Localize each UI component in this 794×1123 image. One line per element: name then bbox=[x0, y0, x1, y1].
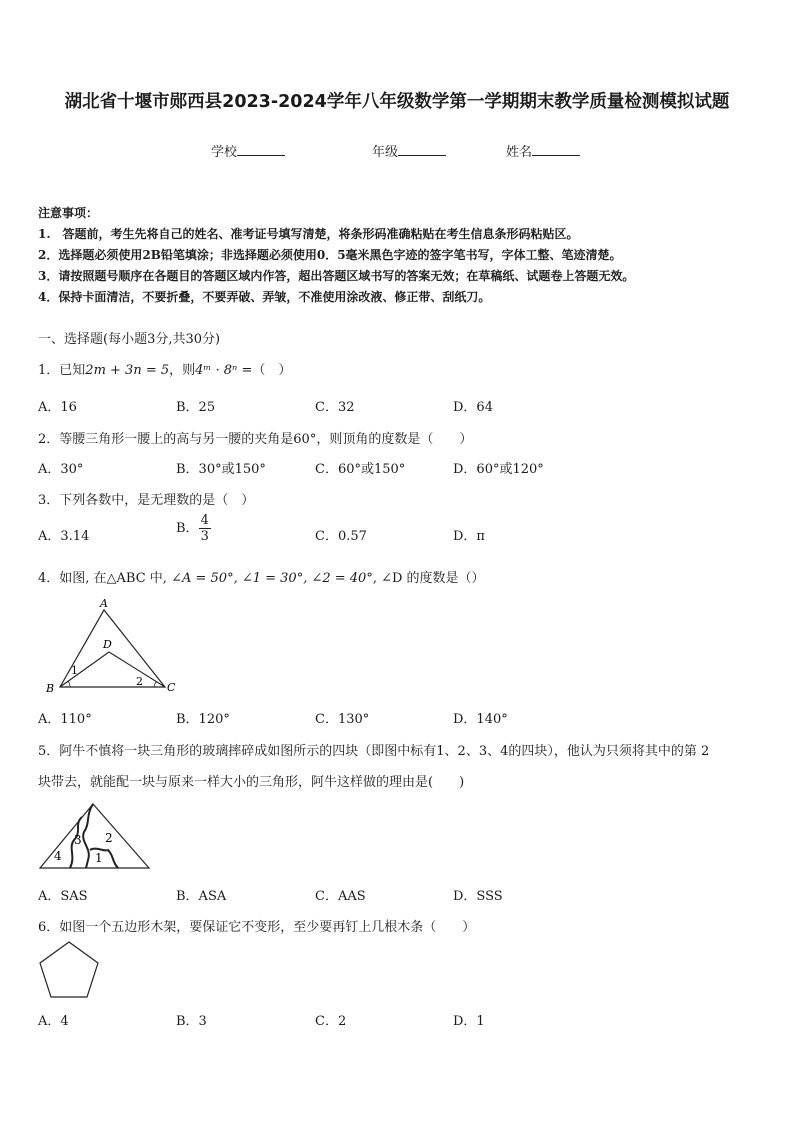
option-a: A．3.14 bbox=[38, 529, 90, 544]
option-b: B．30°或150° bbox=[176, 462, 266, 477]
question-number: 5． bbox=[38, 744, 60, 759]
label-angle-1: 1 bbox=[71, 664, 78, 677]
option-a: A．SAS bbox=[38, 889, 88, 904]
option-d: D．140° bbox=[453, 712, 508, 727]
option-d: D．1 bbox=[453, 1014, 485, 1029]
label-b: B bbox=[46, 682, 55, 695]
option-c: C．130° bbox=[315, 712, 370, 727]
grade-label: 年级 bbox=[372, 145, 399, 160]
triangle-figure bbox=[40, 598, 180, 694]
question-6 bbox=[38, 916, 475, 935]
label-angle-2: 2 bbox=[136, 675, 143, 688]
option-b: B．120° bbox=[176, 712, 230, 727]
piece-label-1: 1 bbox=[95, 851, 103, 865]
question-number: 6． bbox=[38, 920, 60, 935]
question-text: （ ） bbox=[252, 363, 292, 378]
question-5-line-2: 块带去，就能配一块与原来一样大小的三角形，阿牛这样做的理由是( ) bbox=[38, 775, 465, 790]
note-item: 2．选择题必须使用2B铅笔填涂；非选择题必须使用0．5毫米黑色字迹的签字笔书写，字体工整、笔迹清楚。 bbox=[38, 248, 622, 262]
grade-blank bbox=[398, 143, 446, 156]
question-3 bbox=[38, 489, 254, 508]
question-4 bbox=[38, 567, 485, 586]
piece-label-3: 3 bbox=[74, 833, 82, 847]
piece-label-2: 2 bbox=[105, 831, 113, 845]
page-title: 湖北省十堰市郧西县2023-2024学年八年级数学第一学期期末教学质量检测模拟试题 bbox=[64, 92, 730, 112]
question-text: ，则 bbox=[169, 363, 196, 378]
notes-block bbox=[38, 203, 634, 308]
option-c: C．32 bbox=[315, 400, 355, 415]
question-text: 如图一个五边形木架，要保证它不变形，至少要再钉上几根木条（ ） bbox=[59, 920, 476, 935]
question-number: 1． bbox=[38, 363, 60, 378]
name-field bbox=[506, 141, 580, 160]
option-c: C．60°或150° bbox=[315, 462, 406, 477]
name-label: 姓名 bbox=[506, 145, 533, 160]
option-a: A．30° bbox=[38, 462, 84, 477]
option-d: D．60°或120° bbox=[453, 462, 544, 477]
question-2 bbox=[38, 428, 472, 447]
option-b: B．25 bbox=[176, 400, 216, 415]
option-b: B．3 bbox=[176, 1014, 207, 1029]
option-a: A．110° bbox=[38, 712, 92, 727]
option-a: A．4 bbox=[38, 1014, 69, 1029]
grade-field bbox=[372, 141, 446, 160]
school-blank bbox=[237, 143, 285, 156]
fraction bbox=[199, 513, 211, 544]
notes-heading: 注意事项： bbox=[38, 206, 99, 220]
broken-glass-figure bbox=[38, 802, 152, 870]
piece-label-4: 4 bbox=[54, 849, 62, 863]
question-text: 等腰三角形一腰上的高与另一腰的夹角是60°，则顶角的度数是（ ） bbox=[59, 432, 473, 447]
option-d: D．SSS bbox=[453, 889, 503, 904]
fraction-denominator: 3 bbox=[200, 529, 209, 544]
equation: 4ᵐ · 8ⁿ = bbox=[195, 363, 253, 378]
section-heading: 一、选择题(每小题3分,共30分) bbox=[38, 332, 221, 347]
question-number: 3． bbox=[38, 493, 60, 508]
question-text: 如图, 在△ABC 中, bbox=[59, 571, 167, 586]
question-number: 2． bbox=[38, 432, 60, 447]
note-item: 1. 答题前，考生先将自己的姓名、准考证号填写清楚，将条形码准确粘贴在考生信息条形码粘贴区。 bbox=[38, 227, 579, 241]
school-field bbox=[211, 141, 285, 160]
equation: ∠A = 50°, ∠1 = 30°, ∠2 = 40° bbox=[171, 571, 373, 586]
label-d: D bbox=[103, 638, 112, 651]
equation: 2m + 3n = 5 bbox=[85, 363, 170, 378]
option-d: D．64 bbox=[453, 400, 493, 415]
question-text: , ∠D 的度数是（） bbox=[372, 571, 485, 586]
option-d: D．π bbox=[453, 529, 485, 544]
option-c: C．2 bbox=[315, 1014, 347, 1029]
option-c: C．AAS bbox=[315, 889, 366, 904]
fraction-numerator: 4 bbox=[200, 513, 209, 528]
note-item: 3．请按照题号顺序在各题目的答题区域内作答，超出答题区域书写的答案无效；在草稿纸、试题卷上答题无效。 bbox=[38, 269, 635, 283]
name-blank bbox=[532, 143, 580, 156]
question-text: 下列各数中，是无理数的是（ ） bbox=[59, 493, 255, 508]
question-number: 4． bbox=[38, 571, 60, 586]
angle-arc-1 bbox=[68, 681, 70, 687]
option-b bbox=[176, 513, 211, 544]
pentagon-figure bbox=[38, 940, 100, 1000]
question-text: 已知 bbox=[59, 363, 86, 378]
question-5-line-1 bbox=[38, 740, 709, 759]
note-item: 4．保持卡面清洁，不要折叠，不要弄破、弄皱，不准使用涂改液、修正带、刮纸刀。 bbox=[38, 290, 491, 304]
label-a: A bbox=[100, 597, 108, 610]
pentagon bbox=[40, 942, 98, 997]
label-c: C bbox=[167, 681, 176, 694]
question-text: 阿牛不慎将一块三角形的玻璃摔碎成如图所示的四块（即图中标有1、2、3、4的四块），他认为只须将其中的第 2 bbox=[59, 744, 710, 759]
question-1 bbox=[38, 359, 291, 378]
angle-arc-2 bbox=[154, 682, 156, 687]
option-c: C．0.57 bbox=[315, 529, 367, 544]
segment-bd bbox=[60, 652, 109, 687]
option-b-label: B． bbox=[176, 521, 199, 536]
school-label: 学校 bbox=[211, 145, 238, 160]
option-a: A．16 bbox=[38, 400, 77, 415]
option-b: B．ASA bbox=[176, 889, 227, 904]
